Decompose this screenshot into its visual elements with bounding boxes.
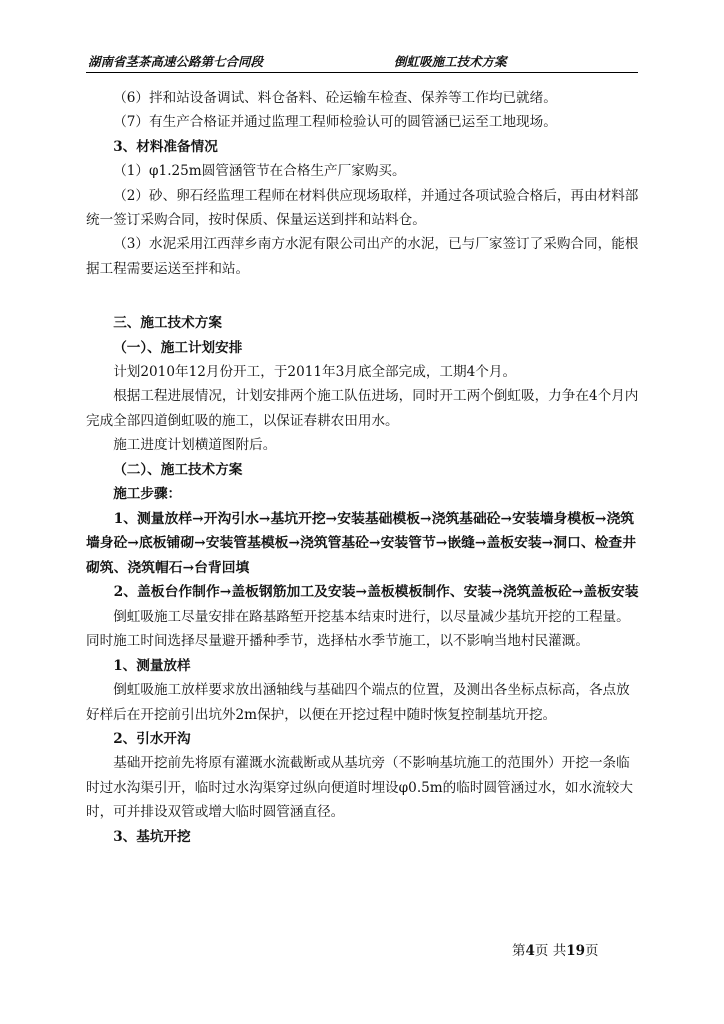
paragraph: 施工进度计划横道图附后。 <box>113 437 277 454</box>
paragraph: （3）水泥采用江西萍乡南方水泥有限公司出产的水泥，已与厂家签订了采购合同，能根据工程需要运送至拌和站。 <box>86 236 639 277</box>
section-heading: （二）、施工技术方案 <box>113 461 243 478</box>
page-header <box>86 50 638 73</box>
page-footer <box>512 939 599 959</box>
paragraph: （1）φ1.25m圆管涵管节在合格生产厂家购买。 <box>113 163 406 180</box>
paragraph: （2）砂、卵石经监理工程师在材料供应现场取样，并通过各项试验合格后，再由材料部统一签订采购合同，按时保质、保量运送到拌和站料仓。 <box>86 187 639 229</box>
paragraph: （6）拌和站设备调试、料仓备料、砼运输车检查、保养等工作均已就绪。 <box>113 90 557 106</box>
section-heading: 施工步骤： <box>113 486 182 503</box>
footer-suffix: 页 <box>585 943 599 959</box>
section-spacer <box>86 281 642 311</box>
section-heading: 3、基坑开挖 <box>113 828 191 845</box>
paragraph: 基础开挖前先将原有灌溉水流截断或从基坑旁（不影响基坑施工的范围外）开挖一条临时过水沟渠引开，临时过水沟渠穿过纵向便道时埋设φ0.5m的临时圆管涵过水，如水流较大时，可并排设双管或增大临时圆管涵直径。 <box>86 755 633 821</box>
footer-page-number: 4 <box>525 943 535 959</box>
footer-prefix: 第 <box>512 943 526 959</box>
section-heading: （一）、施工计划安排 <box>113 339 243 356</box>
section-heading: 2、引水开沟 <box>113 730 191 747</box>
section-heading: 2、盖板台作制作→盖板钢筋加工及安装→盖板模板制作、安装→浇筑盖板砼→盖板安装 <box>113 584 639 601</box>
document-body <box>86 86 642 849</box>
footer-total-pages: 19 <box>566 943 585 959</box>
footer-middle: 页 共 <box>534 943 567 959</box>
section-heading: 1、测量放样→开沟引水→基坑开挖→安装基础模板→浇筑基础砼→安装墙身模板→浇筑墙身砼→底板铺砌→安装管基模板→浇筑管基砼→安装管节→嵌缝→盖板安装→洞口、检查井砌筑、浇筑帽石→台背回填 <box>86 510 637 576</box>
paragraph: 根据工程进展情况，计划安排两个施工队伍进场，同时开工两个倒虹吸，力争在4个月内完成全部四道倒虹吸的施工，以保证春耕农田用水。 <box>86 388 639 429</box>
header-document-title: 倒虹吸施工技术方案 <box>394 54 507 69</box>
paragraph: 倒虹吸施工放样要求放出涵轴线与基础四个端点的位置，及测出各坐标点标高，各点放好样后在开挖前引出坑外2m保护，以便在开挖过程中随时恢复控制基坑开挖。 <box>86 682 630 723</box>
section-heading: 3、材料准备情况 <box>113 138 218 155</box>
paragraph: （7）有生产合格证并通过监理工程师检验认可的圆管涵已运至工地现场。 <box>113 114 557 131</box>
paragraph: 计划2010年12月份开工，于2011年3月底全部完成，工期4个月。 <box>113 364 517 381</box>
paragraph: 倒虹吸施工尽量安排在路基路堑开挖基本结束时进行，以尽量减少基坑开挖的工程量。同时施工时间选择尽量避开播种季节，选择枯水季节施工，以不影响当地村民灌溉。 <box>86 608 630 650</box>
section-heading: 三、施工技术方案 <box>113 315 222 332</box>
section-heading: 1、测量放样 <box>113 657 191 674</box>
header-project-name: 湖南省茎茶高速公路第七合同段 <box>88 54 264 69</box>
